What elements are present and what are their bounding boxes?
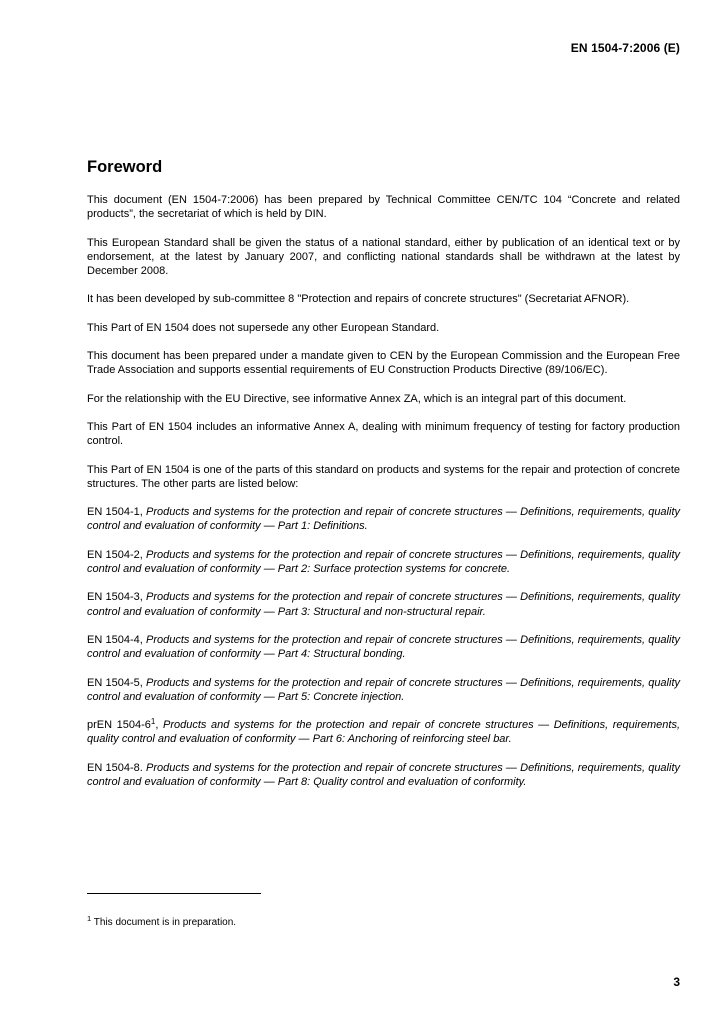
foreword-paragraph: This document (EN 1504-7:2006) has been prepared by Technical Committee CEN/TC 104 “Concrete and related products”, the secretariat of which is held by DIN. <box>87 194 680 221</box>
foreword-section <box>87 157 680 803</box>
foreword-paragraph: It has been developed by sub-committee 8 "Protection and repairs of concrete structures" (Secretariat AFNOR). <box>87 293 630 306</box>
part-title: Products and systems for the protection and repair of concrete structures — Definitions, requirements, quality control and evaluation of conformity — Part 2: Surface protection systems for concrete. <box>87 548 680 576</box>
foreword-paragraph: This European Standard shall be given the status of a national standard, either by publication of an identical text or by endorsement, at the latest by January 2007, and conflicting national standards shall be withdrawn at the latest by December 2008. <box>87 236 680 278</box>
part-reference: EN 1504-8. Products and systems for the protection and repair of concrete structures — Definitions, requirements, quality control and evaluation of conformity — Part 8: Quality control and evaluation of conformity. <box>87 761 680 789</box>
part-code: EN 1504-3 <box>87 591 140 604</box>
part-reference: prEN 1504-6$^1$, Products and systems for the protection and repair of concrete structures — Definitions, requirements, quality control and evaluation of conformity — Part 6: Anchoring of reinforcing steel bar. <box>87 717 680 746</box>
part-reference: EN 1504-5, Products and systems for the protection and repair of concrete structures — Definitions, requirements, quality control and evaluation of conformity — Part 5: Concrete injection. <box>87 676 680 703</box>
foreword-paragraph: This Part of EN 1504 includes an informative Annex A, dealing with minimum frequency of testing for factory production control. <box>87 420 680 448</box>
page-number: 3 <box>673 975 680 989</box>
footnote <box>87 914 237 928</box>
part-title: Products and systems for the protection and repair of concrete structures — Definitions, requirements, quality control and evaluation of conformity — Part 3: Structural and non-structural repair. <box>87 591 680 618</box>
footnote-text: This document is in preparation. <box>93 917 237 928</box>
foreword-paragraph: This Part of EN 1504 does not supersede any other European Standard. <box>87 321 440 334</box>
part-title: Products and systems for the protection and repair of concrete structures — Definitions, requirements, quality control and evaluation of conformity — Part 8: Quality control and evaluation of conformity. <box>87 761 680 789</box>
part-code: EN 1504-4 <box>87 633 140 646</box>
part-code: EN 1504-8 <box>87 761 140 774</box>
part-title: Products and systems for the protection and repair of concrete structures — Definitions, requirements, quality control and evaluation of conformity — Part 6: Anchoring of reinforcing steel bar. <box>87 719 680 746</box>
foreword-paragraph: This document has been prepared under a mandate given to CEN by the European Commission and the European Free Trade Association and supports essential requirements of EU Construction Products Directive (89/106/EC). <box>87 350 680 377</box>
part-code: prEN 1504-6 <box>87 719 151 732</box>
foreword-title: Foreword <box>87 158 163 176</box>
part-reference: EN 1504-2, Products and systems for the protection and repair of concrete structures — Definitions, requirements, quality control and evaluation of conformity — Part 2: Surface protection systems for concrete. <box>87 548 680 576</box>
footnote-marker: 1 <box>150 717 156 727</box>
part-reference: EN 1504-1, Products and systems for the protection and repair of concrete structures — Definitions, requirements, quality control and evaluation of conformity — Part 1: Definitions. <box>87 506 680 533</box>
footnote-separator <box>87 893 261 894</box>
foreword-paragraph: For the relationship with the EU Directive, see informative Annex ZA, which is an integral part of this document. <box>87 392 627 405</box>
part-title: Products and systems for the protection and repair of concrete structures — Definitions, requirements, quality control and evaluation of conformity — Part 4: Structural bonding. <box>87 633 680 661</box>
document-id-header: EN 1504-7:2006 (E) <box>570 41 680 55</box>
part-title: Products and systems for the protection and repair of concrete structures — Definitions, requirements, quality control and evaluation of conformity — Part 1: Definitions. <box>87 506 680 533</box>
part-reference: EN 1504-4, Products and systems for the protection and repair of concrete structures — Definitions, requirements, quality control and evaluation of conformity — Part 4: Structural bonding. <box>87 633 680 661</box>
part-title: Products and systems for the protection and repair of concrete structures — Definitions, requirements, quality control and evaluation of conformity — Part 5: Concrete injection. <box>87 676 680 703</box>
part-code: EN 1504-1 <box>87 506 140 519</box>
part-code: EN 1504-5 <box>87 676 140 689</box>
part-reference: EN 1504-3, Products and systems for the protection and repair of concrete structures — Definitions, requirements, quality control and evaluation of conformity — Part 3: Structural and non-structural repair. <box>87 591 680 618</box>
part-code: EN 1504-2 <box>87 548 140 561</box>
foreword-paragraph: This Part of EN 1504 is one of the parts of this standard on products and systems for the repair and protection of concrete structures. The other parts are listed below: <box>87 463 680 490</box>
footnote-number: 1 <box>87 914 92 923</box>
